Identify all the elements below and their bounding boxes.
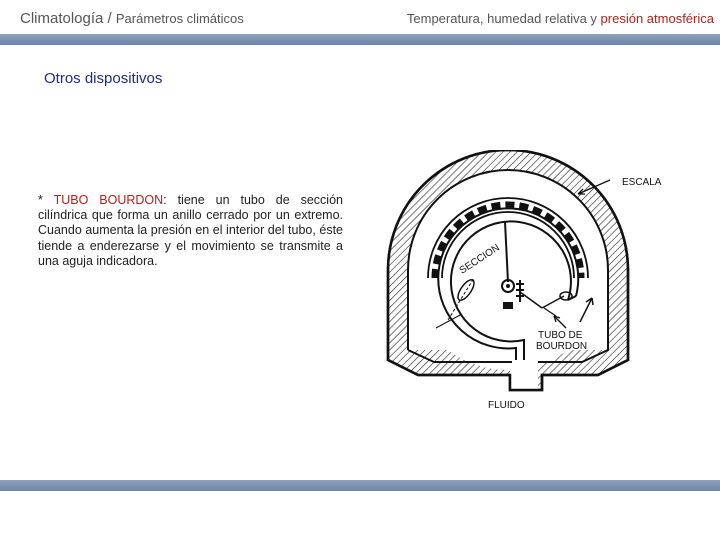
title-main: Climatología / [20,10,116,27]
title-sub: Parámetros climáticos [115,11,244,26]
header-bar [0,34,720,45]
topic-accent: presión atmosférica [600,11,714,26]
page-title [20,10,244,27]
footer-bar [0,480,720,491]
label-bourdon: BOURDON [536,341,588,352]
label-seccion: SECCION [457,242,502,277]
label-fluido: FLUIDO [488,400,525,411]
section-heading: Otros dispositivos [44,70,163,87]
bourdon-tube-diagram [370,150,670,425]
label-tubo-de: TUBO DE [538,330,583,341]
description-text: : tiene un tubo de sección cilíndrica que forma un anillo cerrado por un extremo. Cuando aumenta la presión en el interior del tubo, éste tiende a enderezarse y el movimiento se transmite a una aguja indicadora. [38,193,343,268]
description-paragraph [38,193,343,269]
bullet-mark: * [38,193,54,207]
topic-title [407,11,714,26]
term-tubo-bourdon: TUBO BOURDON [53,193,164,207]
label-escala: ESCALA [622,177,662,188]
bourdon-diagram-svg [370,150,670,425]
topic-prefix: Temperatura, humedad relativa y [406,11,601,26]
